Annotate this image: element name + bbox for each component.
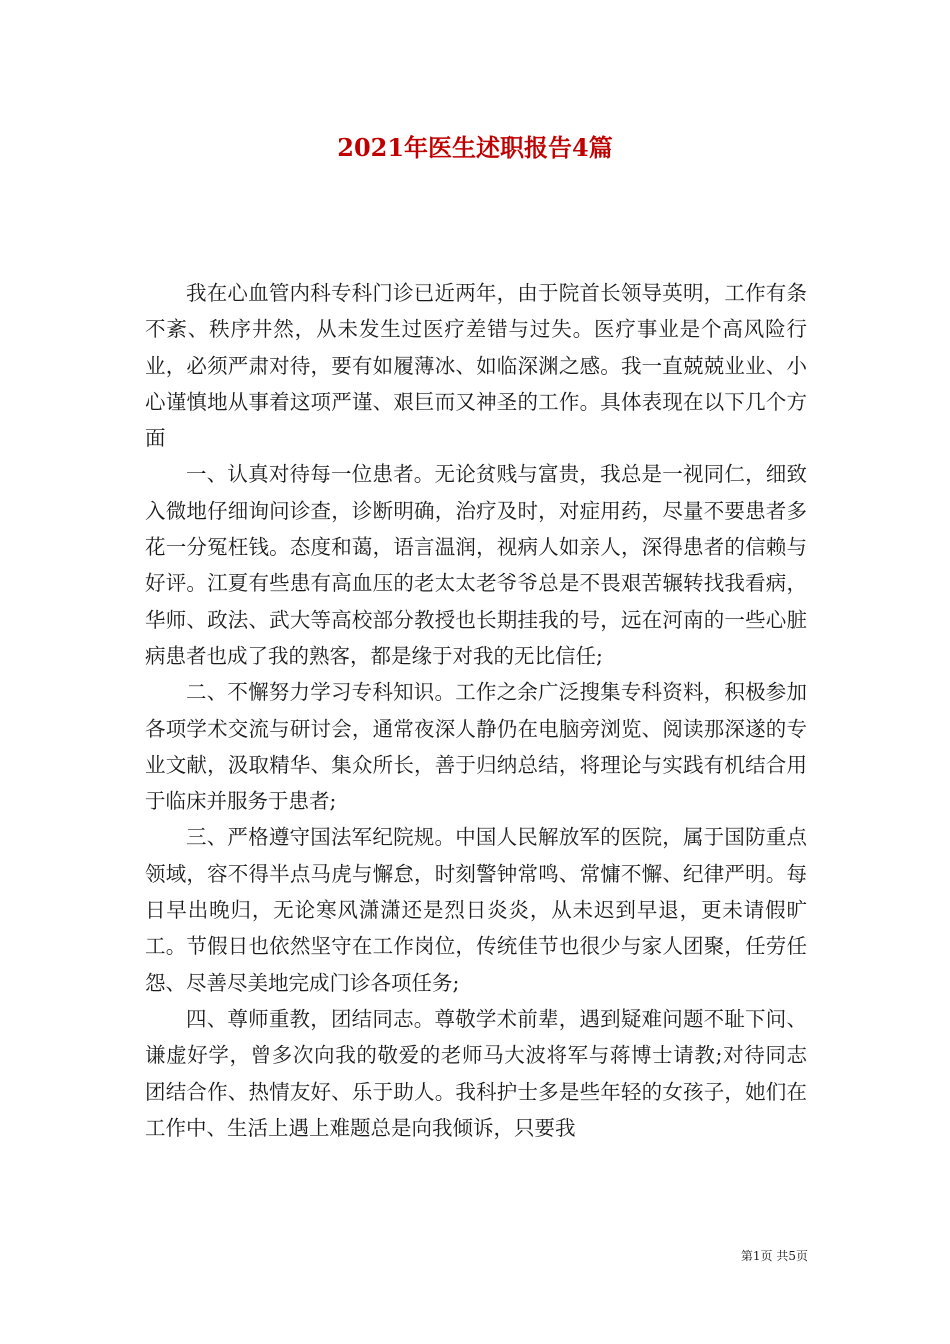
document-body [145,275,807,1146]
paragraph-point-2: 二、不懈努力学习专科知识。工作之余广泛搜集专科资料，积极参加各项学术交流与研讨会，通常夜深人静仍在电脑旁浏览、阅读那深遂的专业文献，汲取精华、集众所长，善于归纳总结，将理论与实践有机结合用于临床并服务于患者; [145,680,807,814]
paragraph-point-3: 三、严格遵守国法军纪院规。中国人民解放军的医院，属于国防重点领域，容不得半点马虎与懈怠，时刻警钟常鸣、常慵不懈、纪律严明。每日早出晚归，无论寒风潇潇还是烈日炎炎，从未迟到早退，更未请假旷工。节假日也依然坚守在工作岗位，传统佳节也很少与家人团聚，任劳任怨、尽善尽美地完成门诊各项任务; [145,825,807,995]
paragraph-intro: 我在心血管内科专科门诊已近两年，由于院首长领导英明，工作有条不紊、秩序井然，从未发生过医疗差错与过失。医疗事业是个高风险行业，必须严肃对待，要有如履薄冰、如临深渊之感。我一直兢兢业业、小心谨慎地从事着这项严谨、艰巨而又神圣的工作。具体表现在以下几个方面 [145,281,807,451]
document-title: 2021年医生述职报告4篇 [337,133,613,162]
page-number: 第1页 共5页 [740,1249,808,1263]
paragraph-point-4: 四、尊师重教，团结同志。尊敬学术前辈，遇到疑难问题不耻下问、谦虚好学，曾多次向我的敬爱的老师马大波将军与蒋博士请教;对待同志团结合作、热情友好、乐于助人。我科护士多是些年轻的女孩子，她们在工作中、生活上遇上难题总是向我倾诉，只要我 [145,1006,807,1140]
paragraph-point-1: 一、认真对待每一位患者。无论贫贱与富贵，我总是一视同仁，细致入微地仔细询问诊查，诊断明确，治疗及时，对症用药，尽量不要患者多花一分冤枉钱。态度和蔼，语言温润，视病人如亲人，深得患者的信赖与好评。江夏有些患有高血压的老太太老爷爷总是不畏艰苦辗转找我看病，华师、政法、武大等高校部分教授也长期挂我的号，远在河南的一些心脏病患者也成了我的熟客，都是缘于对我的无比信任; [145,462,807,668]
